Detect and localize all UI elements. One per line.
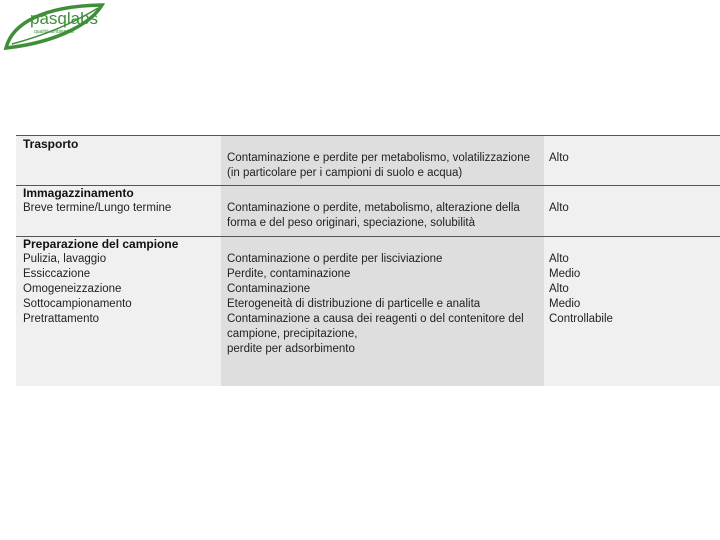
level-value: Medio [549, 298, 581, 310]
error-line: perdite per adsorbimento [227, 343, 355, 355]
stage-title: Immagazzinamento [23, 186, 134, 200]
error-line: (in particolare per i campioni di suolo e acqua) [227, 167, 463, 179]
level-cell [549, 201, 699, 216]
stage-title: Trasporto [23, 137, 79, 151]
error-line: Contaminazione o perdite per lisciviazione [227, 253, 443, 265]
error-line: Contaminazione a causa dei reagenti o del contenitore del [227, 313, 524, 325]
substage-line: Pretrattamento [23, 313, 100, 325]
errors-cell [227, 201, 545, 231]
level-cell [549, 252, 699, 327]
error-line: forma e del peso originari, speciazione, solubilità [227, 217, 476, 229]
logo-tagline: qualità ambientale [34, 29, 75, 35]
substage-line: Sottocampionamento [23, 298, 132, 310]
error-line: campione, precipitazione, [227, 328, 358, 340]
substage-line: Omogeneizzazione [23, 283, 122, 295]
error-line: Contaminazione e perdite per metabolismo, volatilizzazione [227, 152, 530, 164]
errors-cell [227, 151, 545, 181]
substage-line: Breve termine/Lungo termine [23, 202, 172, 214]
level-value: Alto [549, 152, 569, 164]
stage-title: Preparazione del campione [23, 237, 179, 251]
level-value: Alto [549, 202, 569, 214]
pasqlabs-logo [2, 2, 106, 50]
substage-line: Pulizia, lavaggio [23, 253, 107, 265]
error-line: Contaminazione [227, 283, 311, 295]
level-value: Alto [549, 283, 569, 295]
table-row [16, 237, 720, 386]
error-line: Eterogeneità di distribuzione di particelle e analita [227, 298, 481, 310]
logo-wordmark: pasqlabs [30, 9, 99, 28]
substage-line: Essiccazione [23, 268, 91, 280]
stage-cell [23, 137, 213, 152]
level-cell [549, 151, 699, 166]
error-line: Contaminazione o perdite, metabolismo, alterazione della [227, 202, 520, 214]
stage-cell [23, 186, 213, 216]
level-value: Controllabile [549, 313, 613, 325]
sample-errors-table [16, 135, 720, 386]
stage-cell [23, 237, 213, 327]
errors-cell [227, 252, 545, 357]
table-row [16, 136, 720, 186]
error-line: Perdite, contaminazione [227, 268, 351, 280]
level-value: Medio [549, 268, 581, 280]
level-value: Alto [549, 253, 569, 265]
table-row [16, 186, 720, 237]
